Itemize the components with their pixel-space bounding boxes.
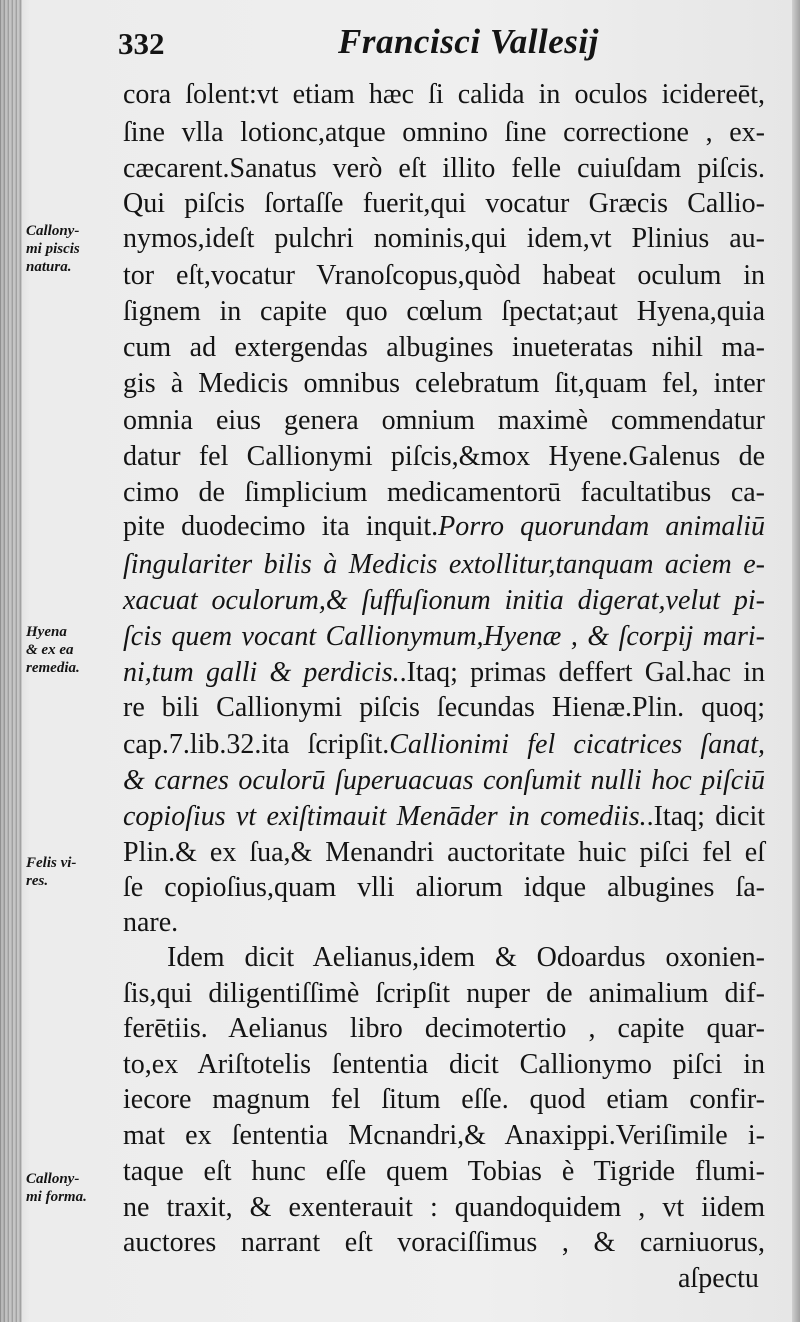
margin-note-line: mi forma. xyxy=(26,1189,87,1205)
text-line: Plin.& ex ſua,& Menandri auctoritate huic piſci fel eſ xyxy=(123,837,765,868)
text-line: cimo de ſimplicium medicamentorū facultatibus ca- xyxy=(123,477,765,508)
running-head: Francisci Vallesij xyxy=(338,22,599,61)
text-span-italic: Porro quorundam animaliū xyxy=(438,511,765,542)
text-line: to,ex Ariſtotelis ſententia dicit Callionymo piſci in xyxy=(123,1049,765,1080)
text-line: Qui piſcis ſortaſſe fuerit,qui vocatur Græcis Callio- xyxy=(123,188,765,219)
text-span: .Itaq; primas deffert Gal.hac in xyxy=(399,657,765,688)
text-line: cum ad extergendas albugines inueteratas nihil ma- xyxy=(123,332,765,363)
page-number: 332 xyxy=(118,26,165,61)
margin-note-line: Callony- xyxy=(26,223,80,239)
margin-note-line: remedia. xyxy=(26,660,80,676)
margin-note-line: res. xyxy=(26,873,49,889)
text-span-italic: ni,tum galli & perdicis. xyxy=(123,657,400,688)
margin-note-line: natura. xyxy=(26,259,72,275)
text-line xyxy=(123,728,765,762)
text-span-italic: Callionimi fel cicatrices ſanat, xyxy=(389,729,765,760)
text-line: iecore magnum fel ſitum eſſe. quod etiam confir- xyxy=(123,1084,765,1115)
text-line: gis à Medicis omnibus celebratum ſit,quam fel, inter xyxy=(123,368,765,399)
margin-note-line: Callony- xyxy=(26,1171,80,1187)
text-line: & carnes oculorū ſuperuacuas conſumit nulli hoc piſciū xyxy=(123,765,765,796)
text-line: ſcis quem vocant Callionymum,Hyenæ , & ſcorpij mari- xyxy=(123,621,765,652)
text-line xyxy=(123,800,765,834)
text-line: datur fel Callionymi piſcis,&mox Hyene.Galenus de xyxy=(123,441,765,472)
text-line: taque eſt hunc eſſe quem Tobias è Tigride flumi- xyxy=(123,1156,765,1187)
text-line: omnia eius genera omnium maximè commendatur xyxy=(123,405,765,436)
text-line: nare. xyxy=(123,907,179,938)
catchword: aſpectu xyxy=(678,1263,759,1294)
text-line: nymos,ideſt pulchri nominis,qui idem,vt Plinius au- xyxy=(123,223,765,254)
text-line xyxy=(123,656,765,690)
text-line: ſis,qui diligentiſſimè ſcripſit nuper de animalium dif- xyxy=(123,978,765,1009)
text-line: cora ſolent:vt etiam hæc ſi calida in oculos icidereēt, xyxy=(123,79,765,110)
margin-note-line: Felis vi- xyxy=(26,855,77,871)
text-line: ne traxit, & exenterauit : quandoquidem , vt iidem xyxy=(123,1192,765,1223)
text-line: mat ex ſententia Mcnandri,& Anaxippi.Veriſimile i- xyxy=(123,1120,765,1151)
text-line: auctores narrant eſt voraciſſimus , & carniuorus, xyxy=(123,1227,765,1258)
text-line: xacuat oculorum,& ſuffuſionum initia digerat,velut pi- xyxy=(123,585,765,616)
margin-note-line: & ex ea xyxy=(26,642,74,658)
text-line: tor eſt,vocatur Vranoſcopus,quòd habeat oculum in xyxy=(123,260,765,291)
text-line: ſine vlla lotionc,atque omnino ſine correctione , ex- xyxy=(123,117,765,148)
text-span: pite duodecimo ita inquit. xyxy=(123,511,439,542)
text-line: ſe copioſius,quam vlli aliorum idque albugines ſa- xyxy=(123,872,765,903)
text-line: ferētiis. Aelianus libro decimotertio , capite quar- xyxy=(123,1013,765,1044)
text-line xyxy=(123,510,765,544)
text-line: re bili Callionymi piſcis ſecundas Hienæ.Plin. quoq; xyxy=(123,692,765,723)
margin-note-line: Hyena xyxy=(26,624,67,640)
text-line: cæcarent.Sanatus verò eſt illito felle cuiuſdam piſcis. xyxy=(123,153,765,184)
text-line: Idem dicit Aelianus,idem & Odoardus oxonien- xyxy=(167,942,765,973)
text-span: .Itaq; dicit xyxy=(646,801,766,832)
margin-note-line: mi piscis xyxy=(26,241,80,257)
text-span-italic: copioſius vt exiſtimauit Menāder in comediis. xyxy=(123,801,647,832)
text-line: ſignem in capite quo cœlum ſpectat;aut Hyena,quia xyxy=(123,296,765,327)
text-line: ſingulariter bilis à Medicis extollitur,tanquam aciem e- xyxy=(123,549,765,580)
text-span: cap.7.lib.32.ita ſcripſit. xyxy=(123,729,390,760)
